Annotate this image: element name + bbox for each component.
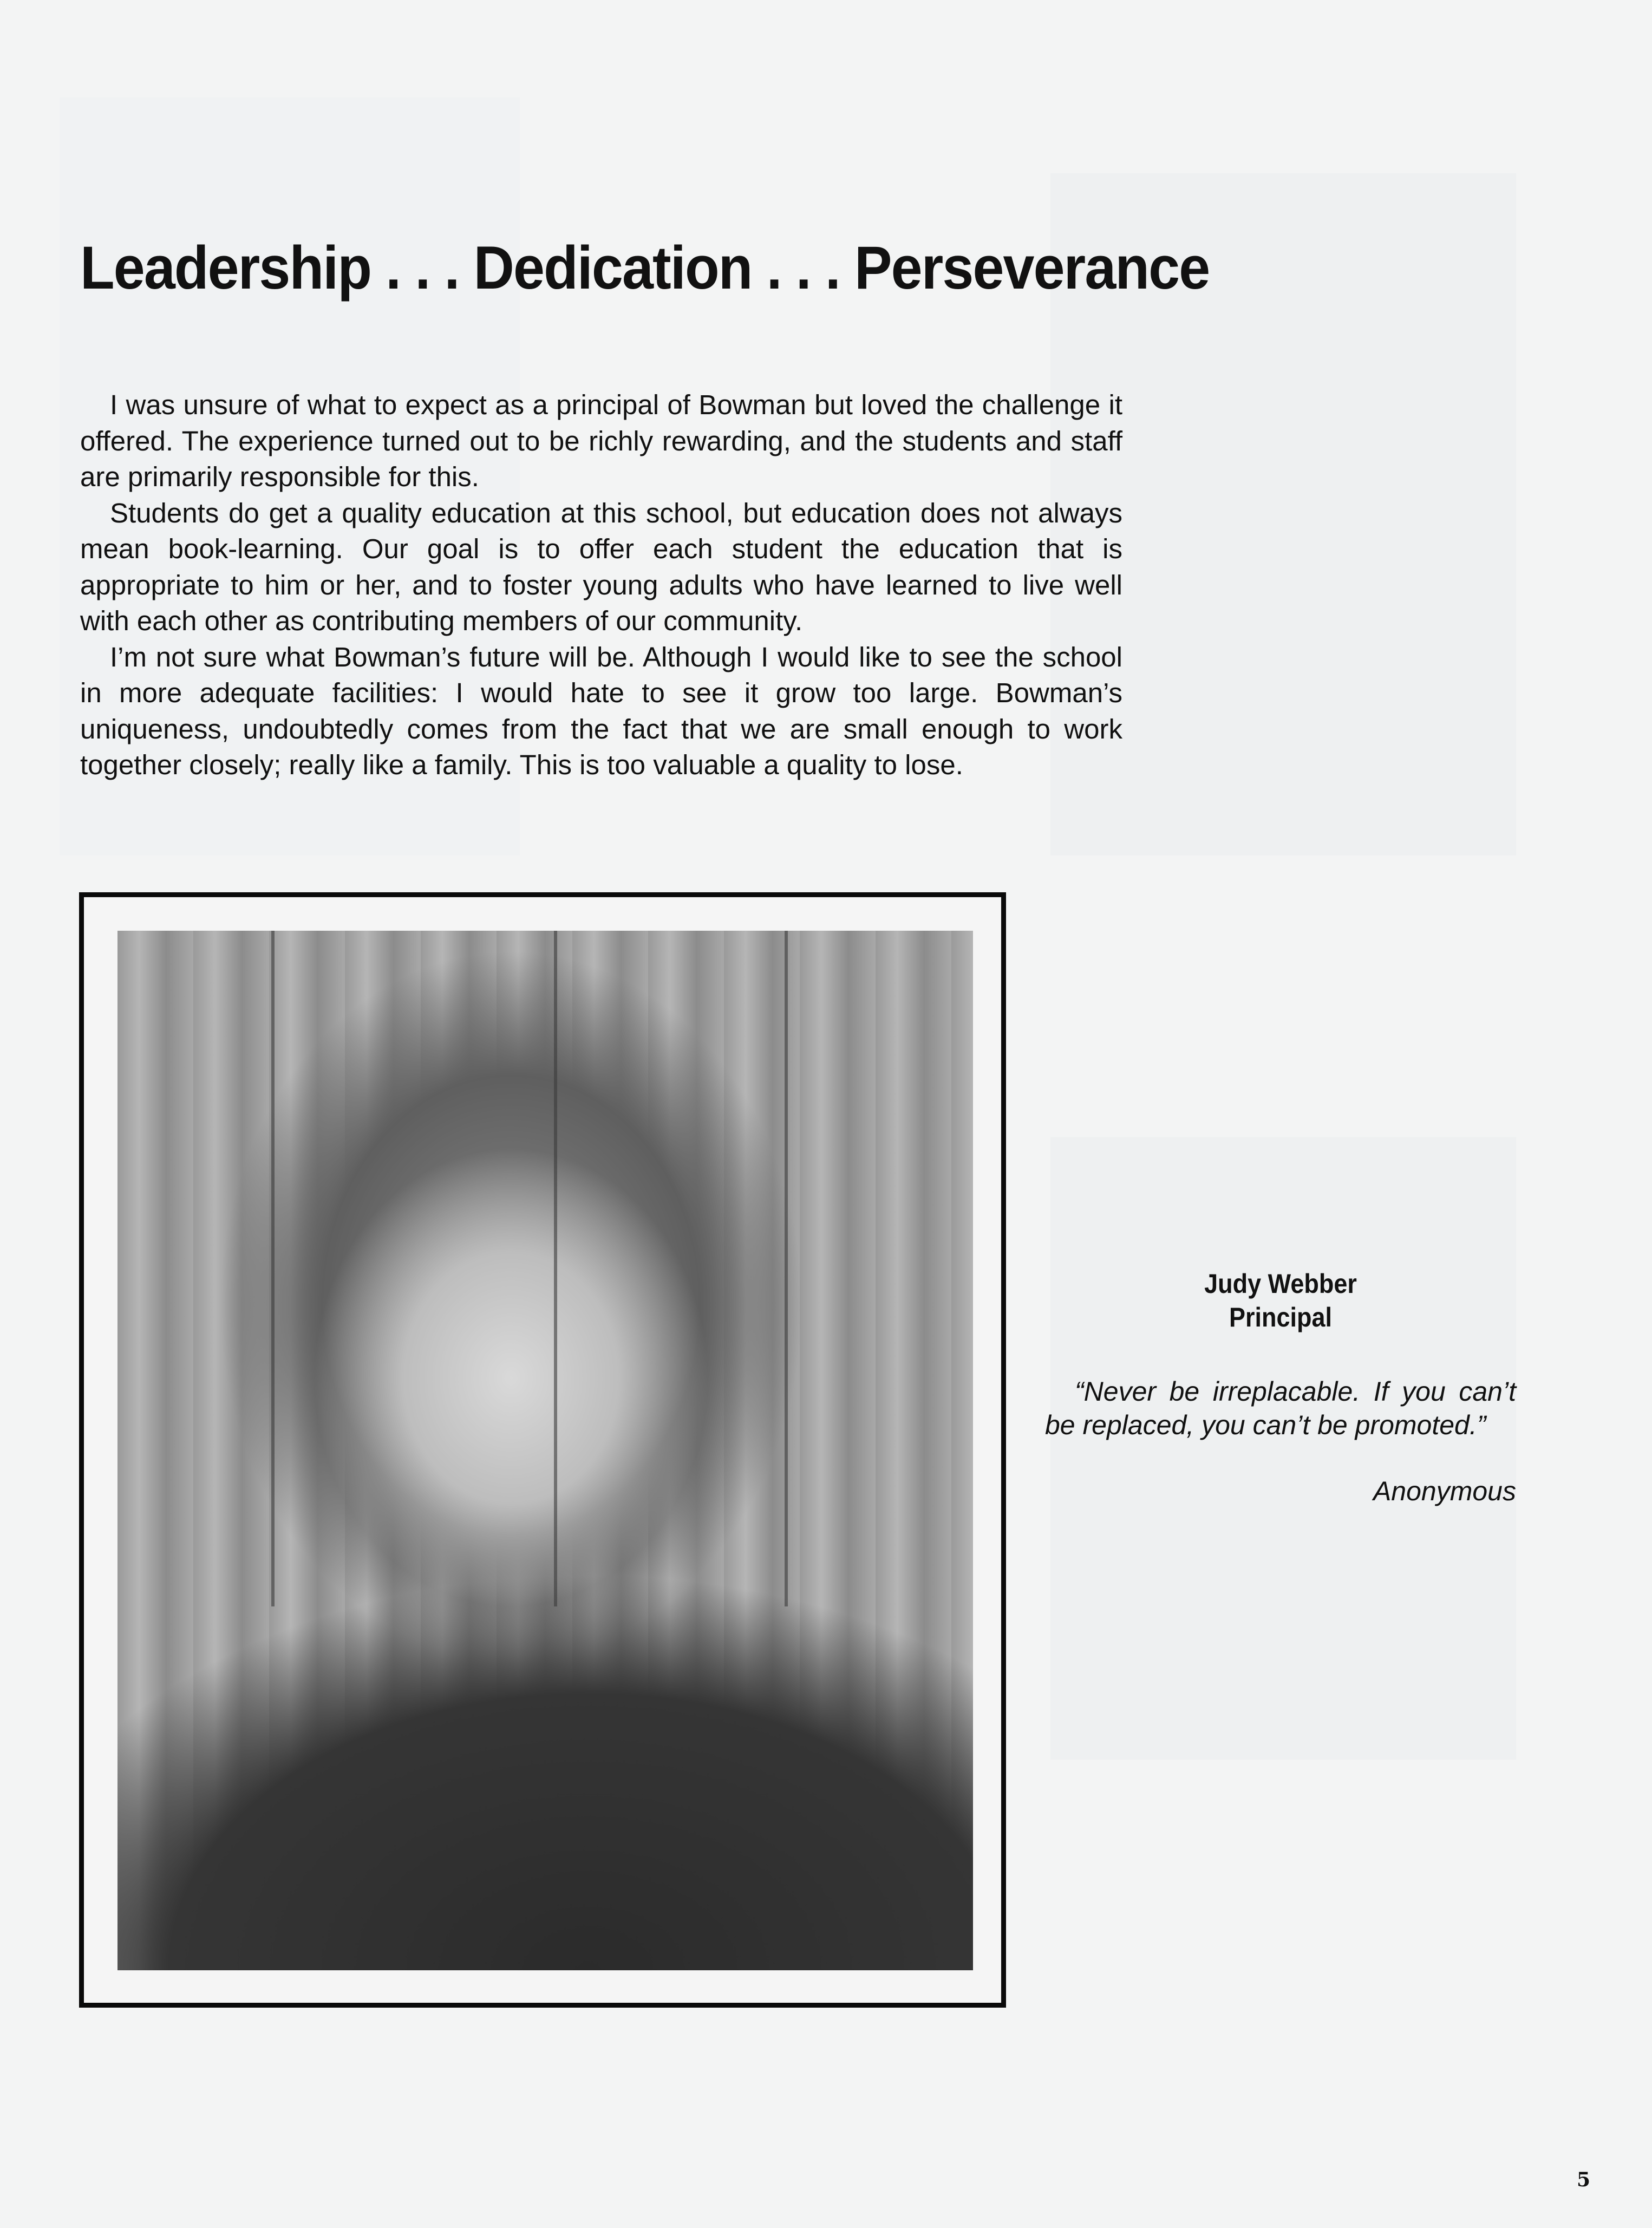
page-number: 5 — [1577, 2168, 1591, 2191]
caption-quote: “Never be irreplacable. If you can’t be replaced, you can’t be promoted.” — [1045, 1376, 1516, 1440]
principal-letter — [80, 387, 1122, 783]
photo-caption — [1045, 1267, 1516, 1507]
wood-panel-seam — [785, 931, 788, 1606]
page-title: Leadership . . . Dedication . . . Perseverance — [80, 234, 1210, 302]
letter-paragraph: I was unsure of what to expect as a principal of Bowman but loved the challenge it offered. The experience turned out to be richly rewarding, and the students and staff are primarily responsible for this. — [80, 389, 1122, 492]
quote-attribution: Anonymous — [1373, 1476, 1516, 1506]
letter-paragraph: Students do get a quality education at this school, but education does not always mean book-learning. Our goal is to offer each student the education that is appropriate to him or her, and to foster young adults who have learned to live well with each other as contributing members of our community. — [80, 497, 1122, 636]
letter-paragraph: I’m not sure what Bowman’s future will be. Although I would like to see the school in more adequate facilities: I would hate to see it grow too large. Bowman’s uniqueness, undoubtedly comes from the fact that we are small enough to work together closely; really like a family. This is too valuable a quality to lose. — [80, 641, 1122, 780]
photo-frame — [79, 892, 1006, 2008]
wood-panel-seam — [271, 931, 275, 1606]
caption-role: Principal — [1229, 1302, 1333, 1332]
principal-portrait-photo — [117, 931, 973, 1970]
wood-panel-seam — [554, 931, 557, 1606]
caption-name: Judy Webber — [1204, 1269, 1357, 1299]
